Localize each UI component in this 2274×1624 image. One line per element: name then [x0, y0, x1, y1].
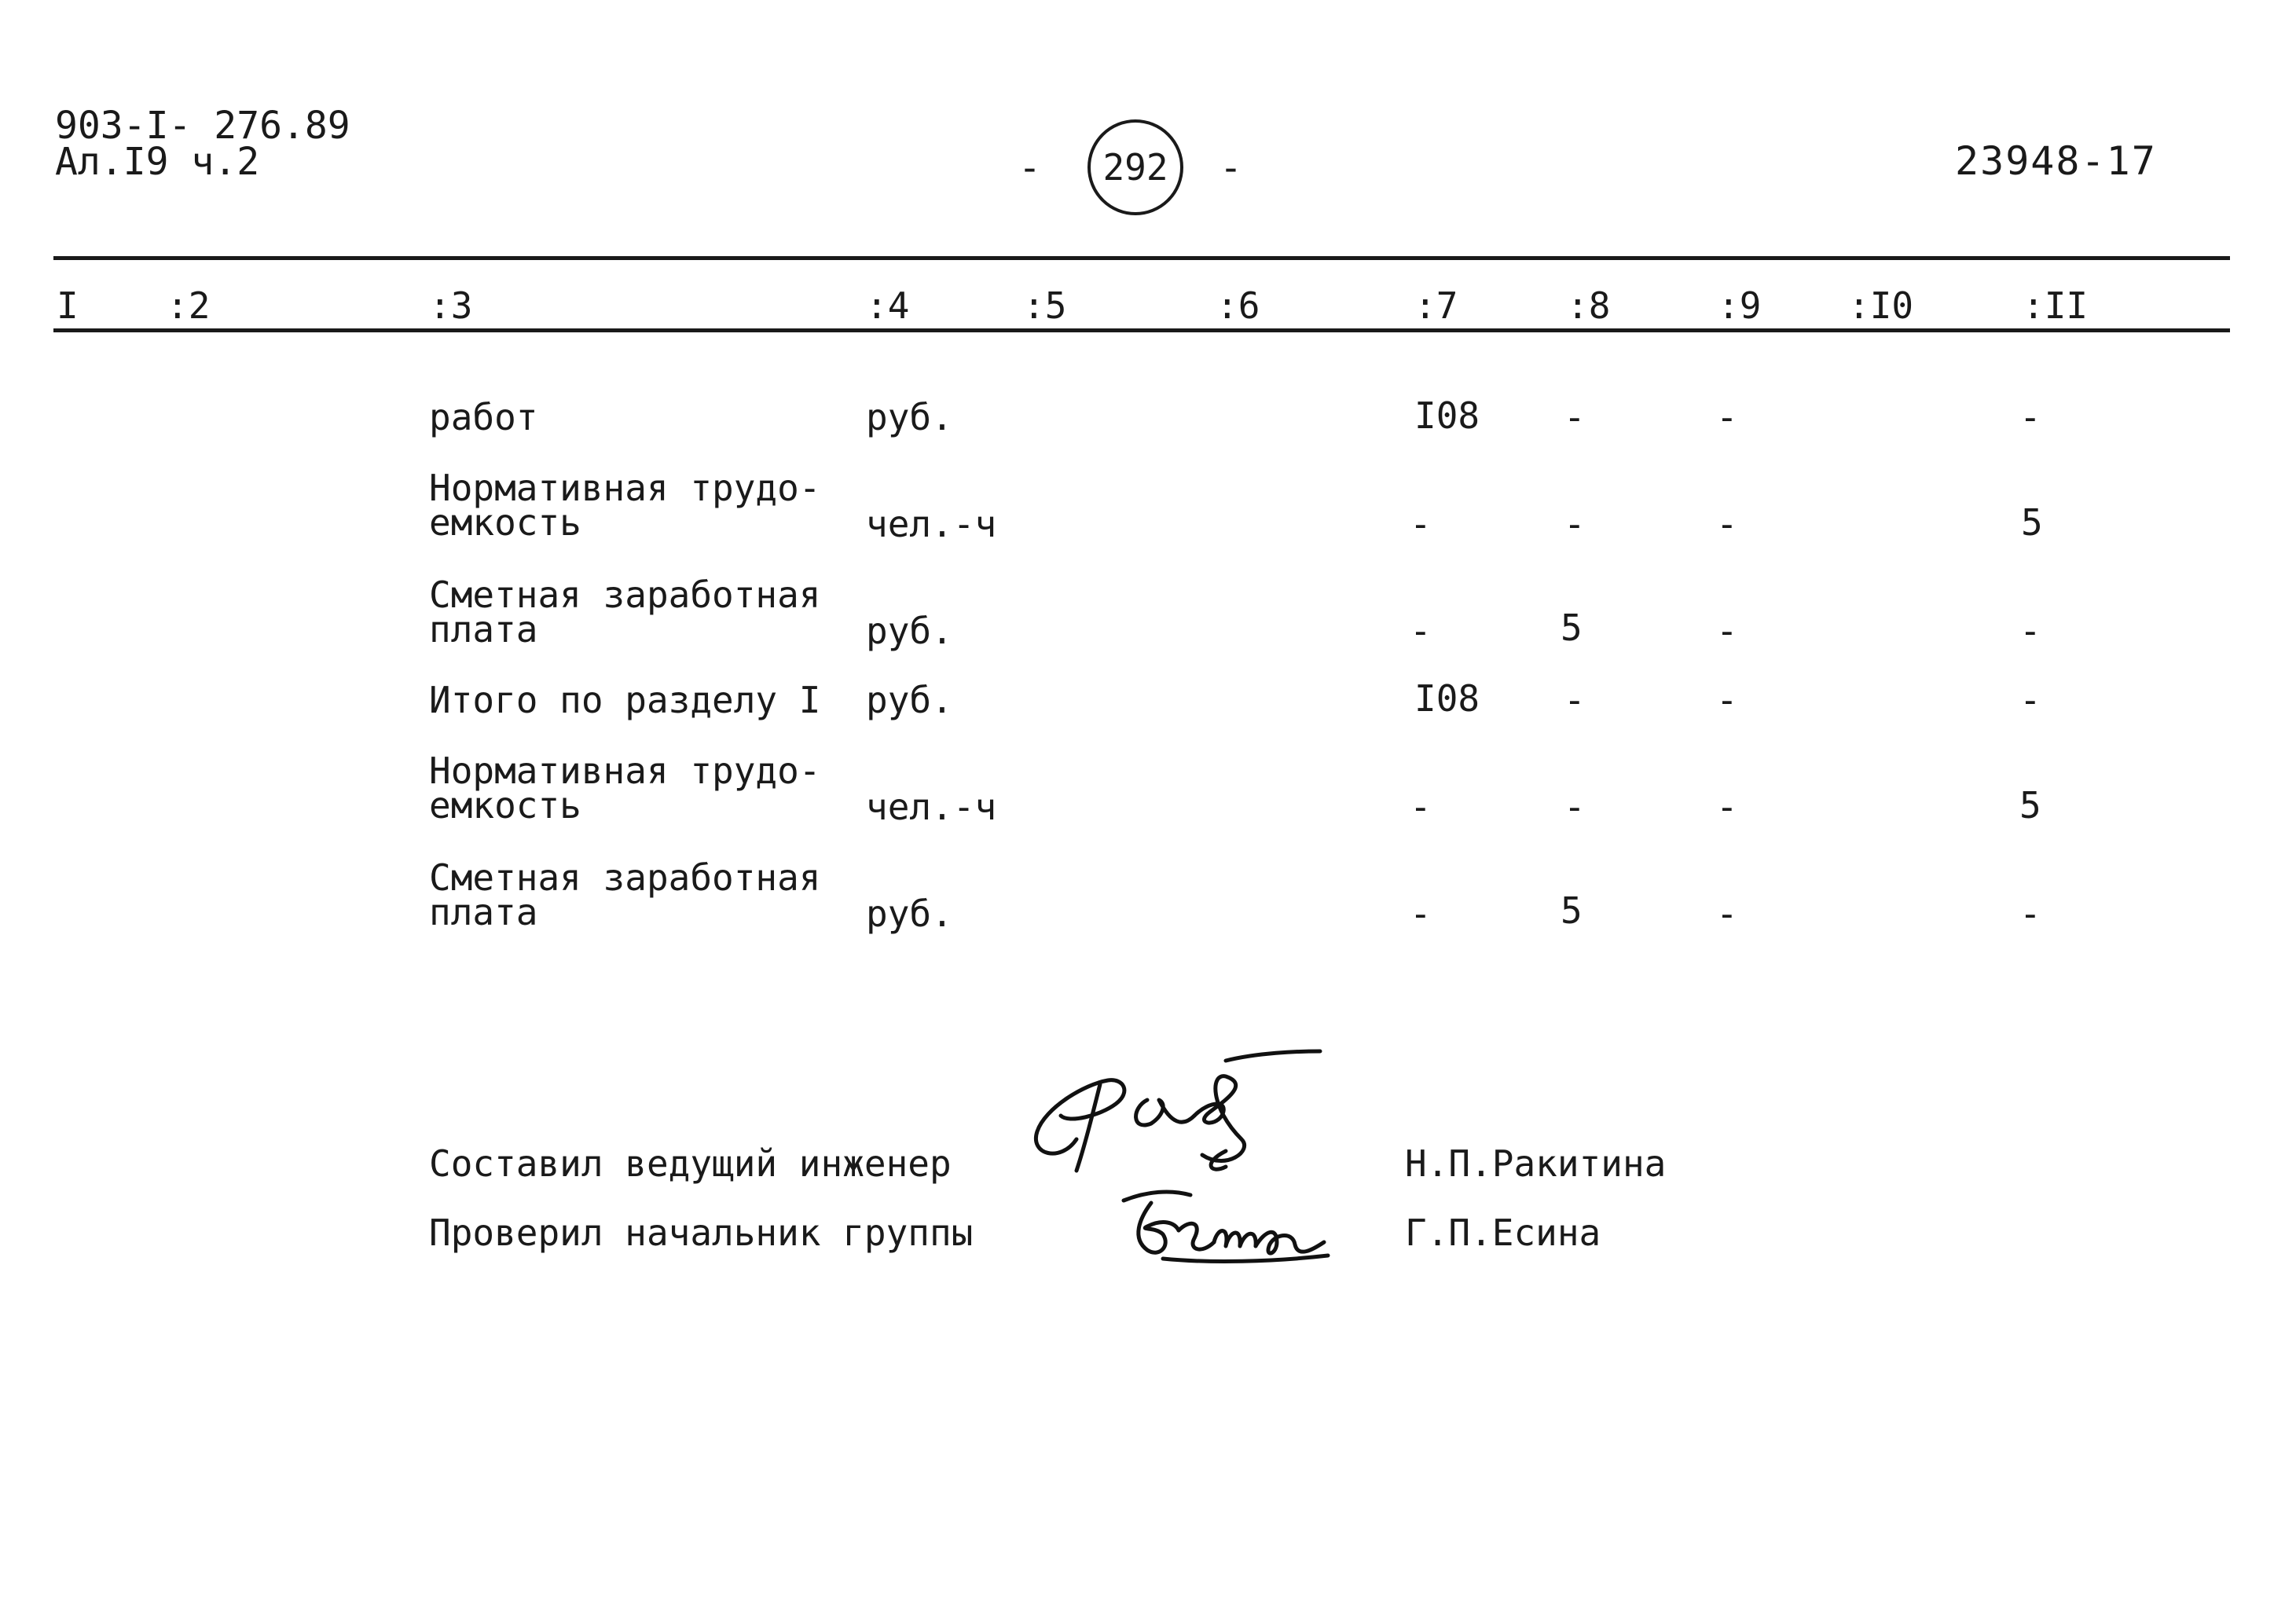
- column-header-3: :3: [429, 284, 473, 327]
- row-4-col9: -: [1716, 679, 1738, 721]
- row-1-unit: руб.: [866, 396, 953, 438]
- row-5-col9: -: [1716, 786, 1738, 828]
- row-2-col8: -: [1564, 503, 1586, 545]
- column-header-11: :II: [2023, 284, 2089, 327]
- row-2-col9: -: [1716, 503, 1738, 545]
- row-6-col11: -: [2019, 893, 2041, 935]
- row-2-name-line-1: Нормативная трудо-: [429, 467, 821, 509]
- row-2-name-line-2: емкость: [429, 501, 581, 544]
- row-1-col9: -: [1716, 396, 1738, 438]
- row-2-col11: 5: [2021, 501, 2043, 544]
- row-5-name-line-1: Нормативная трудо-: [429, 750, 821, 792]
- signature-esina-icon: [1116, 1183, 1336, 1270]
- row-4-unit: руб.: [866, 679, 953, 721]
- row-4-name-line-1: Итого по разделу I: [429, 679, 821, 721]
- row-4-col7: I08: [1414, 677, 1480, 720]
- column-header-2: :2: [167, 284, 211, 327]
- row-3-name-line-2: плата: [429, 608, 538, 651]
- row-6-name-line-2: плата: [429, 891, 538, 933]
- document-code: 903-I- 276.89: [55, 104, 350, 148]
- row-3-name-line-1: Сметная заработная: [429, 574, 821, 616]
- row-6-col9: -: [1716, 893, 1738, 935]
- row-2-col7: -: [1410, 503, 1432, 545]
- row-3-col11: -: [2019, 610, 2041, 652]
- table-top-rule: [53, 256, 2230, 260]
- column-header-10: :I0: [1848, 284, 1914, 327]
- page-dash-right: -: [1220, 146, 1242, 190]
- column-header-9: :9: [1718, 284, 1762, 327]
- row-5-col8: -: [1564, 786, 1586, 828]
- sheet-reference: Ал.I9 ч.2: [55, 140, 260, 184]
- row-6-col7: -: [1410, 893, 1432, 935]
- signature-rakitina-icon: [1014, 1037, 1344, 1194]
- row-5-col11: 5: [2019, 784, 2041, 827]
- row-4-col8: -: [1564, 679, 1586, 721]
- row-3-col7: -: [1410, 610, 1432, 652]
- row-3-col9: -: [1716, 610, 1738, 652]
- compiled-by-role: Составил ведущий инженер: [429, 1142, 952, 1185]
- row-4-col11: -: [2019, 679, 2041, 721]
- column-header-5: :5: [1023, 284, 1067, 327]
- column-header-6: :6: [1216, 284, 1260, 327]
- column-header-4: :4: [866, 284, 910, 327]
- row-1-col8: -: [1564, 396, 1586, 438]
- table-header-bottom-rule: [53, 328, 2230, 332]
- row-1-col7: I08: [1414, 394, 1480, 437]
- row-5-col7: -: [1410, 786, 1432, 828]
- column-header-8: :8: [1567, 284, 1611, 327]
- page-number: [1087, 119, 1183, 215]
- row-5-unit: чел.-ч: [866, 786, 997, 828]
- checked-by-role: Проверил начальник группы: [429, 1212, 974, 1254]
- page-number-text: 292: [1102, 146, 1168, 189]
- registration-number: 23948-17: [1955, 138, 2157, 184]
- column-header-1: I: [57, 284, 79, 327]
- row-5-name-line-2: емкость: [429, 784, 581, 827]
- row-6-unit: руб.: [866, 893, 953, 935]
- row-6-col8: 5: [1561, 889, 1583, 932]
- page-dash-left: -: [1018, 146, 1041, 190]
- column-header-7: :7: [1414, 284, 1458, 327]
- row-1-col11: -: [2019, 396, 2041, 438]
- compiled-by-name: Н.П.Ракитина: [1405, 1142, 1667, 1185]
- row-2-unit: чел.-ч: [866, 503, 997, 545]
- row-6-name-line-1: Сметная заработная: [429, 856, 821, 899]
- checked-by-name: Г.П.Есина: [1405, 1212, 1601, 1254]
- row-3-col8: 5: [1561, 607, 1583, 649]
- row-1-name-line-1: работ: [429, 396, 538, 438]
- row-3-unit: руб.: [866, 610, 953, 652]
